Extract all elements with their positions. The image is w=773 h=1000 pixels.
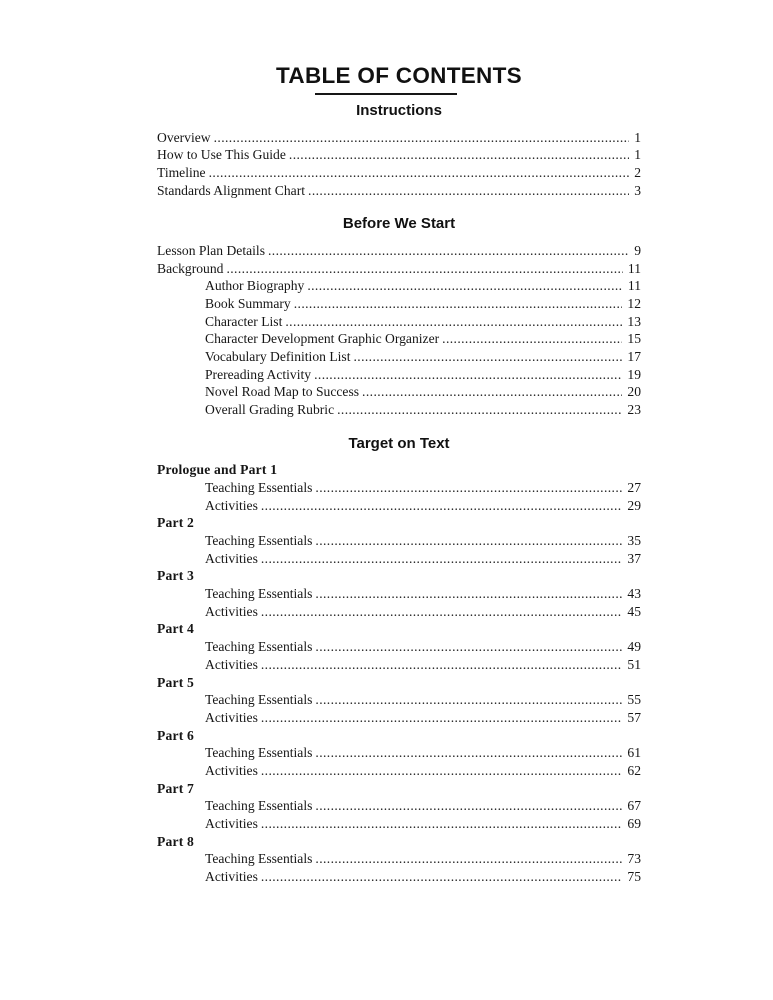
toc-entry-label: Standards Alignment Chart (157, 182, 306, 198)
section-heading: Before We Start (342, 215, 456, 233)
toc-sections (157, 103, 641, 886)
toc-entry-label: Teaching Essentials (205, 851, 313, 867)
toc-entry-label: Activities (205, 709, 258, 725)
toc-entry-page: 37 (627, 550, 641, 566)
dot-leader (315, 479, 622, 497)
toc-entry-page: 15 (627, 331, 641, 347)
toc-entry-label: Activities (205, 762, 258, 778)
dot-leader (294, 295, 623, 313)
toc-entry-label: Part 7 (157, 780, 195, 796)
section-entries (157, 129, 641, 200)
toc-entry-page: 62 (627, 762, 641, 778)
section-heading: Instructions (356, 102, 442, 120)
toc-entry (157, 129, 641, 147)
toc-entry-page: 17 (627, 349, 641, 364)
toc-entry-label: Author Biography (205, 278, 305, 294)
toc-entry-label: Part 8 (157, 833, 195, 849)
toc-entry-label: Teaching Essentials (205, 479, 313, 495)
toc-entry-label: Background (157, 260, 224, 276)
toc-entry (157, 656, 641, 674)
toc-entry (157, 550, 641, 568)
toc-entry-label: Teaching Essentials (205, 692, 313, 708)
toc-entry-label: Book Summary (205, 295, 291, 311)
toc-entry-label: Teaching Essentials (205, 745, 313, 761)
toc-entry-label: Teaching Essentials (205, 533, 313, 548)
toc-entry-label: Activities (205, 603, 258, 619)
dot-leader (314, 366, 622, 384)
toc-entry (157, 850, 641, 868)
dot-leader (307, 277, 623, 295)
toc-part-heading (157, 567, 641, 585)
dot-leader (285, 313, 622, 331)
toc-entry-label: Activities (205, 550, 258, 566)
toc-section (157, 216, 641, 418)
toc-entry (157, 479, 641, 497)
dot-leader (261, 603, 623, 621)
toc-entry (157, 762, 641, 780)
toc-entry-page: 51 (627, 656, 641, 672)
toc-entry-page: 2 (634, 165, 641, 180)
toc-entry-page: 73 (627, 851, 641, 867)
dot-leader (315, 850, 622, 868)
toc-entry (157, 383, 641, 401)
toc-entry-page: 27 (627, 479, 641, 495)
toc-entry (157, 797, 641, 815)
toc-part-heading (157, 727, 641, 745)
toc-entry-label: Novel Road Map to Success (205, 384, 360, 400)
toc-entry-label: Activities (205, 816, 258, 831)
toc-entry-page: 11 (627, 260, 641, 276)
dot-leader (268, 242, 629, 260)
toc-entry-label: Activities (205, 656, 258, 672)
toc-section (157, 103, 641, 199)
toc-entry-label: Activities (205, 869, 258, 885)
toc-entry-page: 69 (627, 816, 641, 831)
dot-leader (442, 330, 622, 348)
toc-entry-page: 43 (627, 586, 641, 602)
toc-entry-label: How to Use This Guide (157, 147, 286, 163)
toc-entry (157, 744, 641, 762)
title-underline (315, 93, 457, 95)
toc-entry (157, 585, 641, 603)
toc-entry-label: Vocabulary Definition List (205, 349, 351, 364)
toc-entry-label: Teaching Essentials (205, 798, 313, 814)
dot-leader (214, 129, 630, 147)
toc-part-heading (157, 461, 641, 479)
toc-entry-label: Lesson Plan Details (157, 242, 265, 258)
toc-entry (157, 182, 641, 200)
dot-leader (261, 497, 623, 515)
dot-leader (315, 638, 622, 656)
toc-entry-label: Teaching Essentials (205, 586, 313, 602)
toc-entry-page: 67 (627, 798, 641, 814)
toc-entry-label: Part 3 (157, 568, 195, 584)
toc-entry-page: 57 (627, 709, 641, 725)
toc-entry-page: 11 (627, 278, 641, 294)
toc-entry-page: 45 (627, 603, 641, 619)
toc-part-heading (157, 833, 641, 851)
toc-entry-label: Part 4 (157, 621, 195, 637)
section-entries (157, 461, 641, 886)
toc-entry (157, 815, 641, 833)
toc-entry-page: 1 (634, 129, 641, 145)
toc-entry-label: Character List (205, 313, 283, 329)
dot-leader (315, 744, 622, 762)
toc-entry (157, 401, 641, 419)
dot-leader (289, 146, 629, 164)
toc-entry-page: 20 (627, 384, 641, 400)
toc-entry-page: 75 (627, 869, 641, 885)
dot-leader (362, 383, 622, 401)
toc-section (157, 436, 641, 886)
toc-entry-page: 1 (634, 147, 641, 163)
dot-leader (315, 691, 622, 709)
dot-leader (261, 868, 623, 886)
toc-entry (157, 366, 641, 384)
toc-entry-label: Part 5 (157, 674, 195, 690)
toc-entry-label: Part 2 (157, 515, 195, 531)
toc-entry (157, 497, 641, 515)
toc-entry-label: Character Development Graphic Organizer (205, 331, 440, 347)
toc-entry-page: 9 (634, 242, 641, 258)
toc-entry-label: Prereading Activity (205, 366, 312, 382)
dot-leader (315, 797, 622, 815)
dot-leader (261, 656, 623, 674)
toc-part-heading (157, 514, 641, 532)
toc-entry (157, 868, 641, 886)
toc-entry (157, 295, 641, 313)
toc-part-heading (157, 674, 641, 692)
toc-entry-page: 55 (627, 692, 641, 708)
toc-entry (157, 277, 641, 295)
dot-leader (261, 550, 623, 568)
toc-part-heading (157, 780, 641, 798)
toc-entry (157, 260, 641, 278)
dot-leader (308, 182, 629, 200)
toc-entry-page: 35 (627, 533, 641, 548)
toc-entry-label: Part 6 (157, 727, 195, 743)
toc-entry (157, 242, 641, 260)
dot-leader (209, 164, 630, 182)
toc-entry-page: 29 (627, 497, 641, 513)
dot-leader (315, 532, 622, 550)
toc-entry-label: Activities (205, 497, 258, 513)
toc-part-heading (157, 620, 641, 638)
dot-leader (226, 260, 622, 278)
toc-entry-page: 61 (627, 745, 641, 761)
toc-entry-label: Timeline (157, 165, 206, 180)
toc-entry-page: 3 (634, 182, 641, 198)
dot-leader (261, 762, 623, 780)
dot-leader (353, 348, 622, 366)
toc-entry (157, 603, 641, 621)
toc-entry-page: 49 (627, 639, 641, 655)
dot-leader (315, 585, 622, 603)
page-title: TABLE OF CONTENTS (276, 63, 522, 88)
toc-entry (157, 313, 641, 331)
toc-entry-page: 13 (627, 313, 641, 329)
toc-entry-label: Overview (157, 129, 211, 145)
toc-entry (157, 638, 641, 656)
toc-entry (157, 330, 641, 348)
toc-entry-page: 23 (627, 402, 641, 418)
toc-entry-label: Overall Grading Rubric (205, 402, 335, 418)
toc-entry (157, 348, 641, 366)
toc-entry-page: 12 (627, 295, 641, 311)
toc-entry (157, 709, 641, 727)
toc-entry-label: Prologue and Part 1 (157, 462, 278, 478)
toc-entry-page: 19 (627, 366, 641, 382)
toc-entry-label: Teaching Essentials (205, 639, 313, 655)
dot-leader (261, 815, 623, 833)
toc-entry (157, 532, 641, 550)
dot-leader (261, 709, 623, 727)
toc-entry (157, 146, 641, 164)
section-entries (157, 242, 641, 419)
section-heading: Target on Text (348, 434, 450, 452)
toc-entry (157, 164, 641, 182)
dot-leader (337, 401, 622, 419)
toc-entry (157, 691, 641, 709)
